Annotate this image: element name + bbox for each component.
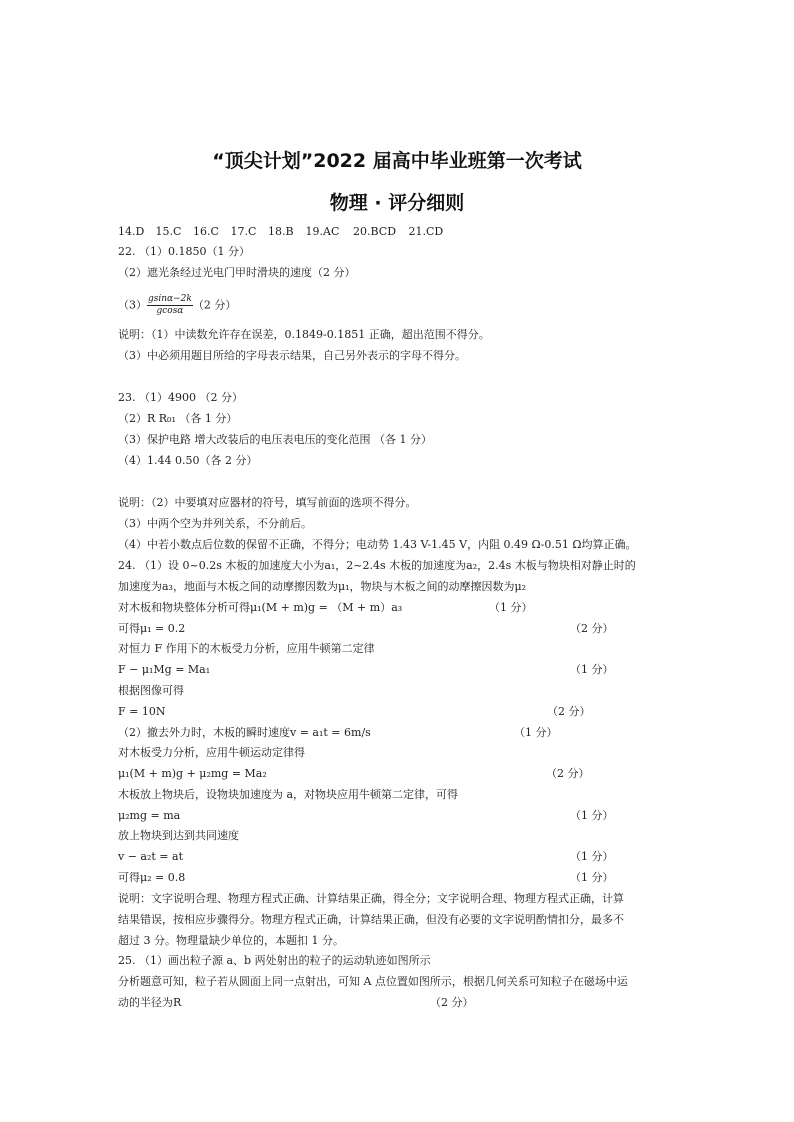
page-title: “顶尖计划”2022 届高中毕业班第一次考试: [212, 150, 582, 172]
q24-line-10: 对木板受力分析，应用牛顿运动定律得: [118, 746, 305, 759]
q24-line-7: 根据图像可得: [118, 684, 184, 697]
answer-item: 16.C: [193, 225, 219, 238]
q24-line-9-score: （1 分）: [514, 726, 558, 739]
q25-line-3: 动的半径为R: [118, 996, 182, 1009]
q22-line-3-score: （2 分）: [192, 298, 237, 312]
q24-line-1: 24. （1）设 0~0.2s 木板的加速度大小为a₁，2~2.4s 木板的加速度为a₂，2.4s 木板与物块相对静止时的: [118, 559, 636, 572]
q24-line-11-score: （2 分）: [546, 767, 590, 780]
q24-line-2: 加速度为a₃，地面与木板之间的动摩擦因数为μ₁，物块与木板之间的动摩擦因数为μ₂: [118, 580, 527, 593]
q25-line-3-score: （2 分）: [430, 996, 474, 1009]
q24-line-4: 可得μ₁ = 0.2: [118, 622, 186, 635]
q24-line-9: （2）撤去外力时，木板的瞬时速度v = a₁t = 6m/s: [118, 726, 371, 739]
q23-line-4: （4）1.44 0.50（各 2 分）: [118, 454, 258, 467]
q24-line-14: 放上物块到达到共同速度: [118, 829, 239, 842]
q22-fraction: [147, 294, 193, 317]
q24-note-1: 说明：文字说明合理、物理方程式正确、计算结果正确，得全分；文字说明合理、物理方程式正确，计算: [118, 892, 624, 905]
q25-line-2: 分析题意可知，粒子若从圆面上同一点射出，可知 A 点位置如图所示，根据几何关系可知粒子在磁场中运: [118, 975, 628, 988]
q23-note-3: （4）中若小数点后位数的保留不正确，不得分；电动势 1.43 V-1.45 V，内阻 0.49 Ω-0.51 Ω均算正确。: [118, 538, 637, 551]
q24-line-3: 对木板和物块整体分析可得μ₁(M + m)g = （M + m）a₃: [118, 601, 403, 614]
q22-note-2: （3）中必须用题目所给的字母表示结果，自己另外表示的字母不得分。: [118, 349, 466, 362]
q24-line-11: μ₁(M + m)g + μ₂mg = Ma₂: [118, 767, 267, 780]
q23-line-3: （3）保护电路 增大改装后的电压表电压的变化范围 （各 1 分）: [118, 433, 432, 446]
page-subtitle: 物理 · 评分细则: [329, 192, 465, 214]
q22-line-3-prefix: （3）: [118, 298, 147, 312]
q22-line-2: （2）遮光条经过光电门甲时滑块的速度（2 分）: [118, 266, 356, 279]
answer-item: 19.AC: [305, 225, 340, 238]
q22-line-3: [118, 294, 236, 317]
q24-line-16: 可得μ₂ = 0.8: [118, 871, 186, 884]
answer-key-row: [118, 225, 449, 239]
fraction-numerator: gsinα−2k: [148, 294, 192, 304]
q24-line-6: F − μ₁Mg = Ma₁: [118, 663, 211, 676]
q24-line-15: v − a₂t = at: [118, 850, 184, 863]
q24-line-13: μ₂mg = ma: [118, 809, 181, 822]
q22-note-1: 说明：（1）中读数允许存在误差，0.1849-0.1851 正确，超出范围不得分。: [118, 328, 490, 341]
q24-line-13-score: （1 分）: [570, 809, 614, 822]
q22-line-1: 22. （1）0.1850（1 分）: [118, 245, 250, 258]
q24-line-8: F = 10N: [118, 705, 166, 718]
fraction-denominator: gcosα: [156, 306, 184, 316]
q24-line-3-score: （1 分）: [489, 601, 533, 614]
answer-item: 20.BCD: [353, 225, 397, 238]
q23-line-1: 23. （1）4900 （2 分）: [118, 391, 243, 404]
answer-item: 17.C: [230, 225, 257, 238]
answer-item: 21.CD: [408, 225, 444, 238]
q24-line-4-score: （2 分）: [570, 622, 614, 635]
q23-note-1: 说明：（2）中要填对应器材的符号，填写前面的选项不得分。: [118, 496, 417, 509]
answer-item: 18.B: [268, 225, 294, 238]
answer-item: 14.D: [118, 225, 145, 238]
q24-line-6-score: （1 分）: [570, 663, 614, 676]
q24-line-12: 木板放上物块后，设物块加速度为 a，对物块应用牛顿第二定律，可得: [118, 788, 459, 801]
answer-item: 15.C: [155, 225, 182, 238]
q24-line-15-score: （1 分）: [570, 850, 614, 863]
q23-line-2: （2）R R₀₁ （各 1 分）: [118, 412, 238, 425]
q24-line-16-score: （1 分）: [570, 871, 614, 884]
q25-line-1: 25. （1）画出粒子源 a、b 两处射出的粒子的运动轨迹如图所示: [118, 954, 431, 967]
q24-note-3: 超过 3 分。物理量缺少单位的，本题扣 1 分。: [118, 934, 344, 947]
q24-note-2: 结果错误，按相应步骤得分。物理方程式正确，计算结果正确，但没有必要的文字说明酌情扣分，最多不: [118, 913, 624, 926]
q23-note-2: （3）中两个空为并列关系，不分前后。: [118, 517, 312, 530]
q24-line-8-score: （2 分）: [547, 705, 591, 718]
q24-line-5: 对恒力 F 作用下的木板受力分析，应用牛顿第二定律: [118, 642, 375, 655]
